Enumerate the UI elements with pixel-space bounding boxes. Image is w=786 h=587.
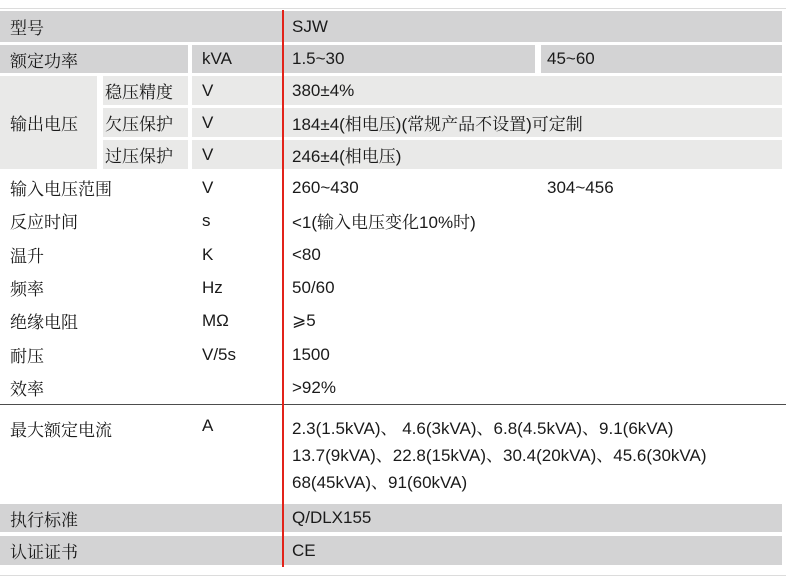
row-efficiency <box>0 371 782 404</box>
rated-power-label: 额定功率 <box>0 45 188 73</box>
frequency-label: 频率 <box>10 280 44 299</box>
efficiency-value: >92% <box>292 377 336 397</box>
input-voltage-range-value-2: 304~456 <box>547 177 614 197</box>
response-time-label: 反应时间 <box>10 213 78 232</box>
efficiency-unit <box>192 371 283 404</box>
row-output-voltage-block <box>0 76 782 169</box>
table-bottom-border <box>0 575 786 576</box>
max-rated-current-label: 最大额定电流 <box>10 421 112 440</box>
max-rated-current-values <box>283 405 782 502</box>
voltage-accuracy-unit: V <box>192 76 283 105</box>
temperature-rise-value: <80 <box>292 244 321 264</box>
overvoltage-protection-label: 过压保护 <box>103 140 188 169</box>
frequency-value: 50/60 <box>292 277 335 297</box>
temperature-rise-unit: K <box>202 244 214 264</box>
insulation-resistance-unit: MΩ <box>202 310 229 330</box>
withstand-voltage-value: 1500 <box>292 344 330 364</box>
subrow-undervoltage-protection <box>103 108 782 137</box>
response-time-value: <1(输入电压变化10%时) <box>292 213 476 232</box>
table-top-border <box>0 8 786 9</box>
withstand-voltage-unit: V/5s <box>202 344 237 364</box>
response-time-unit: s <box>202 210 211 230</box>
subrow-voltage-accuracy <box>103 76 782 105</box>
input-voltage-range-values <box>283 171 782 204</box>
undervoltage-protection-value: 184±4(相电压)(常规产品不设置)可定制 <box>283 108 782 137</box>
input-voltage-range-value-1: 260~430 <box>292 177 359 197</box>
undervoltage-protection-unit: V <box>192 108 283 137</box>
row-rated-power <box>0 45 782 73</box>
max-rated-current-line-2: 13.7(9kVA)、22.8(15kVA)、30.4(20kVA)、45.6(30kVA) <box>292 446 707 465</box>
efficiency-label: 效率 <box>10 380 44 399</box>
insulation-resistance-label: 绝缘电阻 <box>10 313 78 332</box>
voltage-accuracy-label: 稳压精度 <box>103 76 188 105</box>
standard-value: Q/DLX155 <box>283 504 782 532</box>
voltage-accuracy-value: 380±4% <box>283 76 782 105</box>
row-frequency <box>0 271 782 304</box>
row-max-rated-current <box>0 405 782 502</box>
red-column-divider <box>282 10 284 567</box>
row-insulation-resistance <box>0 304 782 337</box>
standard-label: 执行标准 <box>0 504 283 532</box>
rated-power-unit: kVA <box>192 45 283 73</box>
insulation-resistance-value: ⩾5 <box>292 310 316 330</box>
max-rated-current-unit: A <box>202 416 214 435</box>
overvoltage-protection-value: 246±4(相电压) <box>283 140 782 169</box>
row-temperature-rise <box>0 238 782 271</box>
undervoltage-protection-label: 欠压保护 <box>103 108 188 137</box>
row-withstand-voltage <box>0 338 782 371</box>
output-voltage-label: 输出电压 <box>0 76 97 169</box>
row-model <box>0 11 782 42</box>
withstand-voltage-label: 耐压 <box>10 347 44 366</box>
rated-power-value-2: 45~60 <box>541 45 782 73</box>
row-input-voltage-range <box>0 171 782 204</box>
certificate-value: CE <box>283 536 782 565</box>
output-voltage-subrows <box>103 76 782 169</box>
certificate-label: 认证证书 <box>0 536 283 565</box>
rated-power-value-1: 1.5~30 <box>283 45 535 73</box>
model-value: SJW <box>283 11 782 42</box>
max-rated-current-line-1: 2.3(1.5kVA)、 4.6(3kVA)、6.8(4.5kVA)、9.1(6kVA) <box>292 419 674 438</box>
overvoltage-protection-unit: V <box>192 140 283 169</box>
frequency-unit: Hz <box>202 277 223 297</box>
temperature-rise-label: 温升 <box>10 247 44 266</box>
max-rated-current-line-3: 68(45kVA)、91(60kVA) <box>292 473 468 492</box>
row-standard <box>0 504 782 532</box>
row-response-time <box>0 204 782 237</box>
row-certificate <box>0 536 782 565</box>
input-voltage-range-label: 输入电压范围 <box>10 180 112 199</box>
model-label: 型号 <box>0 11 283 42</box>
subrow-overvoltage-protection <box>103 140 782 169</box>
input-voltage-range-unit: V <box>202 177 214 197</box>
